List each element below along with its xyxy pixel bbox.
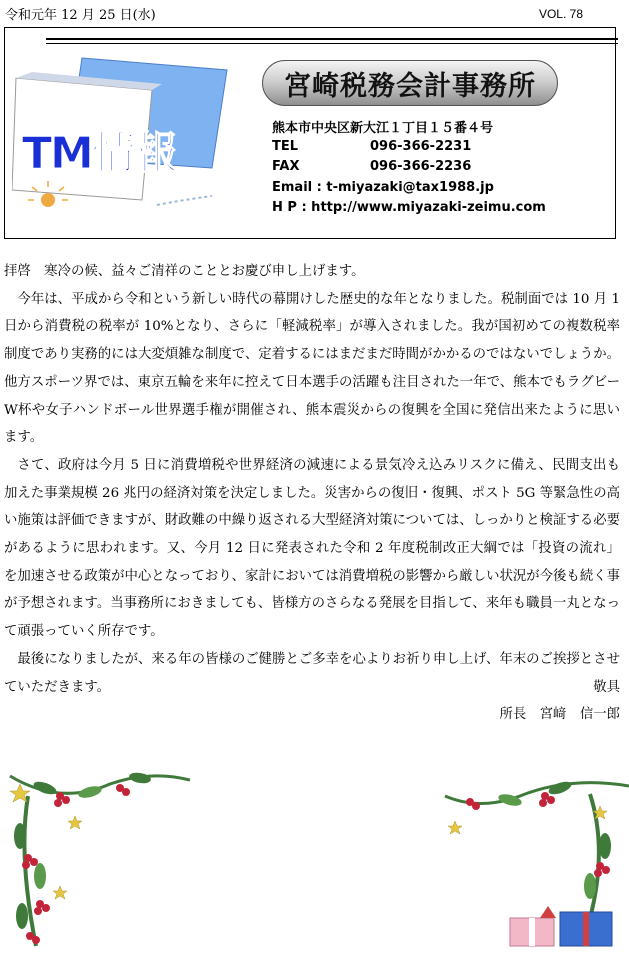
issue-date: 令和元年 12 月 25 日(水) [5, 8, 156, 23]
paragraph-3: 最後になりましたが、来る年の皆様のご健勝とご多幸を心よりお祈り申し上げ、年末のご挨拶とさせていただきます。 [4, 651, 620, 695]
firm-name-plate [262, 60, 558, 106]
paragraph-2: さて、政府は今月 5 日に消費増税や世界経済の減速による景気冷え込みリスクに備え、民間支出も加えた事業規模 26 兆円の経済対策を決定しました。災害からの復旧・復興、ポスト 5G 等緊急性の高い施策は評価できますが、財政難の中繰り返される大型経済対策については、しっかりと検証する必要があるように思われます。又、今月 12 日に発表された令和 2 年度税制改正大綱では「投資の流れ」を加速させる政策が中心となっており、家計においては消費増税の影響から厳しい状況が今後も続く事が予想されます。当事務所におきましても、皆様方のさらなる発展を目指して、来年も職員一丸となって頑張っていく所存です。 [4, 457, 620, 640]
fax-label: FAX [272, 159, 300, 174]
masthead-rule-top [46, 38, 618, 40]
paragraph-1: 今年は、平成から令和という新しい時代の幕開けした歴史的な年となりました。税制面では 10 月 1 日から消費税の税率が 10%となり、さらに「軽減税率」が導入されました。我が国初めての複数税率制度であり実務的には大変煩雑な制度で、定着するにはまだまだ時間がかかるのではないでしょうか。他方スポーツ界では、東京五輪を来年に控えて日本選手の活躍も注目された一年で、熊本でもラグビーW杯や女子ハンドボール世界選手権が開催され、熊本震災からの復興を全国に発信出来たように思います。 [4, 291, 620, 446]
holly-garland-decoration [0, 766, 629, 956]
email-link[interactable]: Email : t-miyazaki@tax1988.jp [272, 180, 494, 195]
greeting: 拝啓 寒冷の候、益々ご清祥のこととお慶び申し上げます。 [4, 264, 365, 279]
letter-body [4, 258, 620, 729]
fax-number: 096-366-2236 [370, 159, 472, 174]
tel-number[interactable]: 096-366-2231 [370, 139, 472, 154]
volume-number: VOL. 78 [538, 7, 583, 21]
firm-address: 熊本市中央区新大江１丁目１５番４号 [272, 121, 494, 136]
logo-text: TM情報 [22, 128, 176, 179]
homepage-link[interactable]: H P : http://www.miyazaki-zeimu.com [272, 200, 546, 215]
masthead-rule-bottom [46, 43, 618, 44]
right-garland [445, 779, 629, 946]
sun-icon [41, 193, 55, 207]
tm-joho-logo [12, 50, 242, 215]
firm-name: 宮崎税務会計事務所 [284, 70, 536, 102]
left-garland [10, 771, 190, 946]
signature: 所長 宮﨑 信一郎 [499, 707, 620, 723]
closing: 敬具 [593, 679, 620, 695]
tel-label: TEL [272, 139, 299, 154]
